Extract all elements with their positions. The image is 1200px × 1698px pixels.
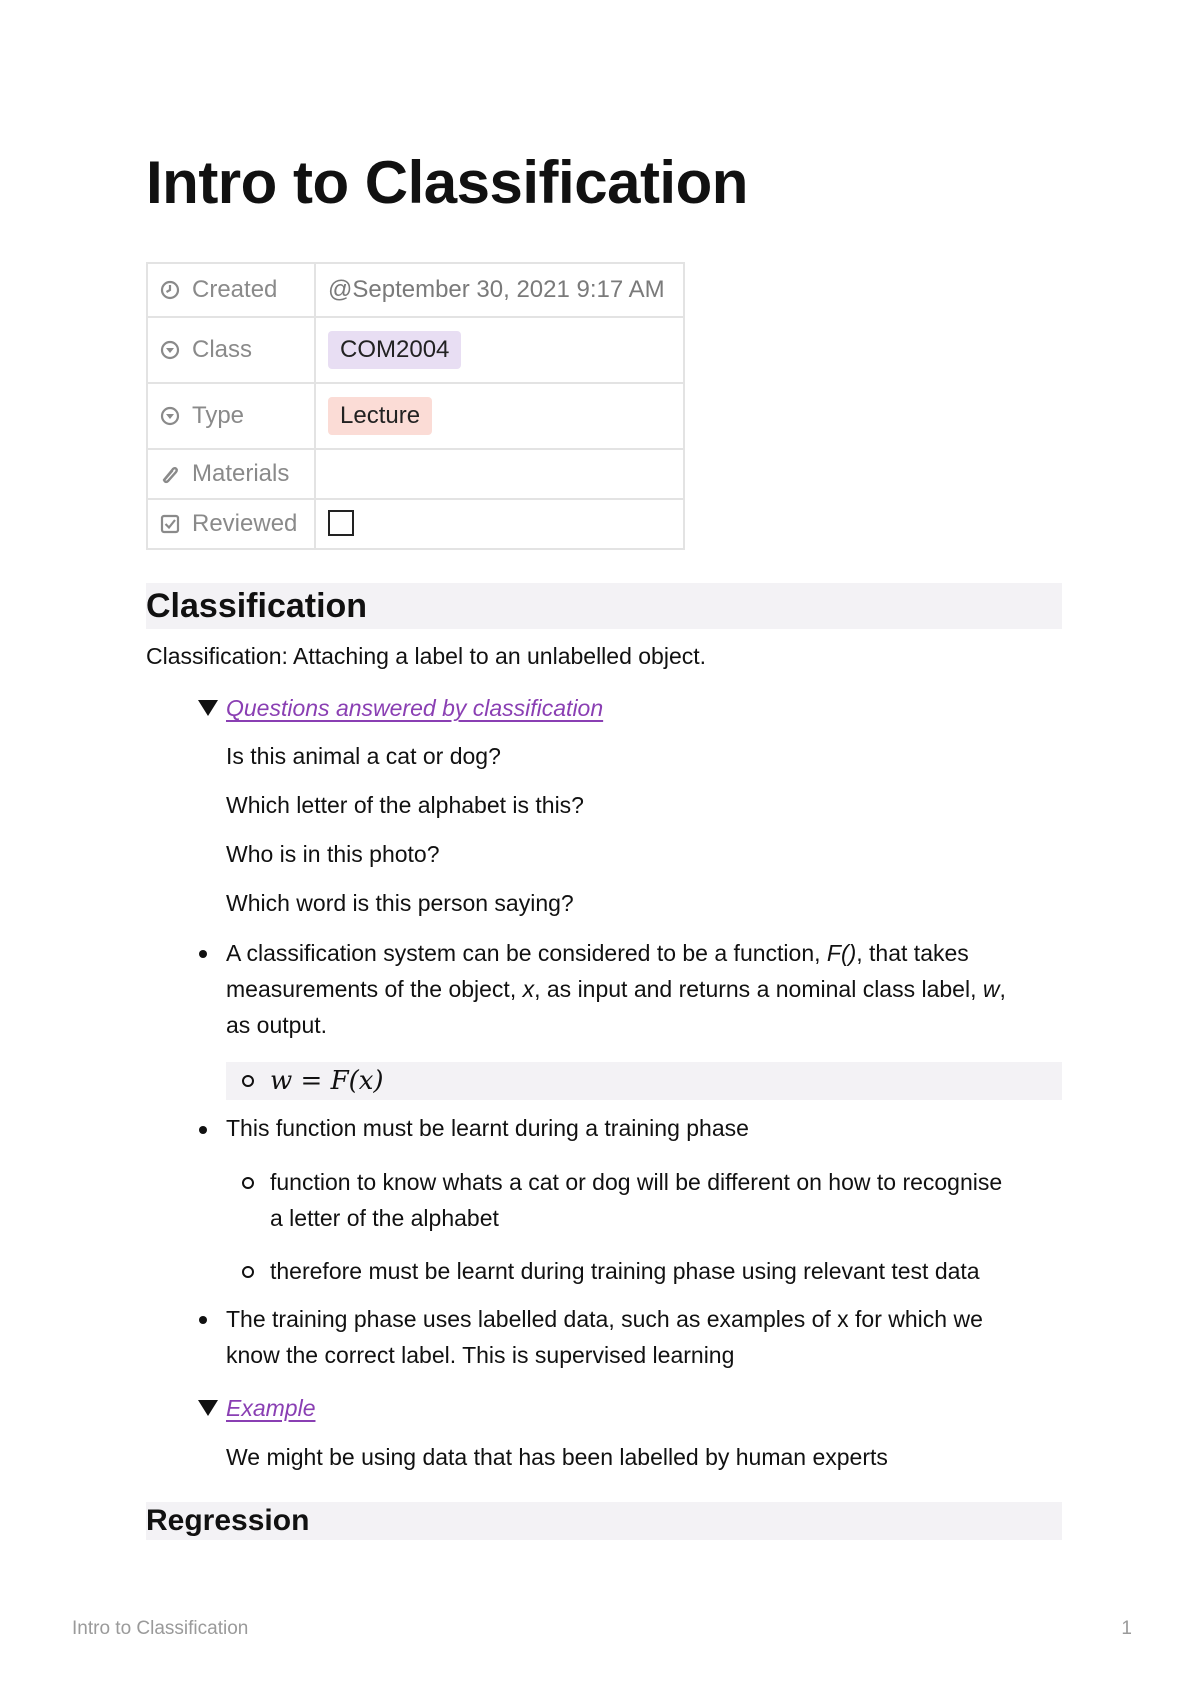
type-tag[interactable]: Lecture: [328, 397, 432, 435]
toggle-triangle-icon[interactable]: [198, 1400, 218, 1416]
clock-icon: [160, 280, 180, 300]
sub-bullet-circle: [242, 1075, 254, 1087]
toggle-questions-link[interactable]: Questions answered by classification: [226, 695, 604, 721]
checkbox-icon: [160, 514, 180, 534]
created-value[interactable]: @September 30, 2021 9:17 AM: [315, 263, 684, 317]
heading-classification: Classification: [146, 583, 1062, 629]
question-item: Which letter of the alphabet is this?: [226, 792, 584, 818]
heading-regression: Regression: [146, 1502, 1062, 1540]
bullet-dot: [199, 950, 207, 958]
property-row-materials: [147, 449, 684, 499]
sub-bullet-circle: [242, 1266, 254, 1278]
created-label: Created: [192, 276, 278, 303]
select-icon: [160, 340, 180, 360]
class-tag[interactable]: COM2004: [328, 331, 461, 369]
example-text: We might be using data that has been labelled by human experts: [226, 1444, 888, 1470]
classification-definition: Classification: Attaching a label to an unlabelled object.: [146, 643, 707, 669]
bullet-training-text: This function must be learnt during a training phase: [226, 1115, 749, 1141]
bullet-labelled-text: The training phase uses labelled data, such as examples of x for which we know the correct label. This is supervised learning: [226, 1306, 983, 1368]
bullet-dot: [199, 1126, 207, 1134]
select-icon: [160, 406, 180, 426]
question-item: Which word is this person saying?: [226, 890, 574, 916]
property-row-reviewed: [147, 499, 684, 549]
toggle-example-link[interactable]: Example: [226, 1395, 316, 1421]
property-row-class: [147, 317, 684, 383]
bullet-function-text: A classification system can be considered to be a function, F(), that takes measurements of the object, x, as input and returns a nominal class label, w, as output.: [226, 940, 1006, 1038]
materials-value[interactable]: [315, 449, 684, 499]
toggle-triangle-icon[interactable]: [198, 700, 218, 716]
sub-bullet-circle: [242, 1177, 254, 1189]
equation: w = F(x): [270, 1066, 384, 1096]
materials-label: Materials: [192, 460, 290, 487]
reviewed-checkbox[interactable]: [328, 510, 354, 536]
footer-page-number: 1: [1121, 1618, 1132, 1639]
page-title: Intro to Classification: [146, 149, 748, 216]
sub-bullet-text: function to know whats a cat or dog will be different on how to recognise a letter of the alphabet: [270, 1169, 1003, 1231]
properties-table: [146, 262, 685, 550]
type-label: Type: [192, 402, 245, 429]
bullet-dot: [199, 1316, 207, 1324]
property-row-created: [147, 263, 684, 317]
question-item: Who is in this photo?: [226, 841, 440, 867]
class-label: Class: [192, 336, 253, 363]
sub-bullet-text: therefore must be learnt during training phase using relevant test data: [270, 1258, 980, 1284]
property-row-type: [147, 383, 684, 449]
question-item: Is this animal a cat or dog?: [226, 743, 501, 769]
paperclip-icon: [160, 464, 180, 484]
reviewed-label: Reviewed: [192, 510, 298, 537]
footer-title: Intro to Classification: [72, 1618, 249, 1639]
